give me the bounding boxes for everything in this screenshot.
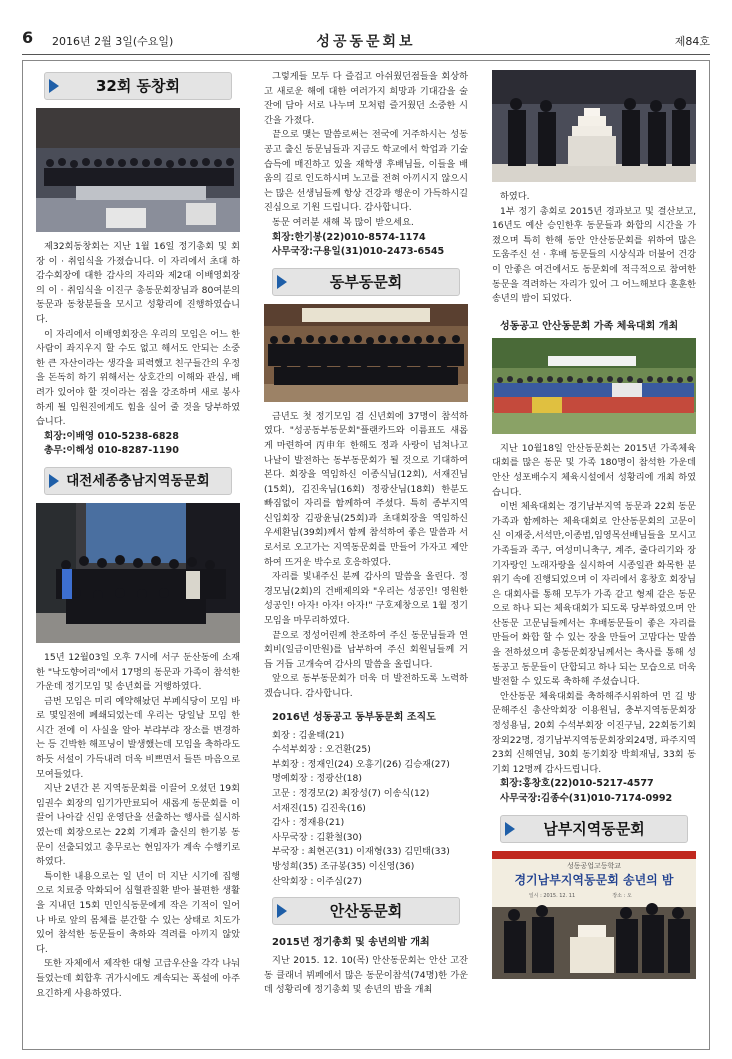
section-title-east [272, 268, 460, 296]
paragraph: 끝으로 맺는 말씀로써는 전국에 거주하시는 성동공고 출신 동문님들과 지금도 학교에서 학업과 기술습득에 매진하고 있을 재학생 후배님들, 이들을 배움의 길로 인도하시며 노고를 전혀 아끼시지 않으시는 많은 선생님들께 항상 건강과 행운이 가득하시길 진심으로 기원 드립니다. 감사합니다. [264, 129, 468, 214]
arrow-icon [277, 904, 287, 918]
article-subheading: 2015년 정기총회 및 송년의밤 개최 [272, 937, 430, 949]
paragraph: 끝으로 정성어린께 찬조하여 주신 동문님들과 연회비(일금이만원)를 납부하여 주신 회원님들께 거듭 거듭 고개숙여 감사의 말씀을 올립니다. [264, 629, 468, 670]
paragraph: 이 자리에서 이배영회장은 우리의 모임은 어느 한 사람이 좌지우지 할 수도 없고 해서도 안되는 소중한 큰 자산이라는 생각을 피력했고 친구들간의 우정을 돈독히 하기 위해서는 상호간의 이해와 관심, 배려가 있어야 할 것이라는 점을 강조하며 새로 봉사하게 될 임원진에게도 힘을 실어 줄 것을 당부하였습니다. [36, 328, 240, 428]
section-title-daejeon [44, 467, 232, 495]
column-2 [264, 64, 468, 998]
roster-line: 부국장 : 최현곤(31) 이재형(33) 김민태(33) [272, 846, 450, 858]
article-sports-day [492, 442, 696, 778]
article-subheading: 성동공고 안산동문회 가족 체육대회 개최 [500, 320, 679, 332]
article-daejeon [36, 651, 240, 1001]
paragraph: 지난 2015. 12. 10(목) 안산동문회는 안산 고잔동 클래너 뷔페에서 많은 동문이참석(74명)한 가운데 성황리에 정기총회 및 송년의 밤을 개최 [264, 955, 468, 996]
header-divider [22, 54, 710, 55]
contact-line: 회장:한기봉(22)010-8574-1174 [272, 231, 426, 243]
column-1 [36, 64, 240, 1001]
contact-line: 사무국장:김종수(31)010-7174-0992 [500, 793, 673, 804]
paragraph: 하였다. [500, 191, 530, 202]
section-title-text: 남부지역동문회 [543, 819, 645, 838]
section-title-text: 32회 동창회 [95, 77, 181, 95]
contact-line: 회장:이배영 010-5238-6828 [44, 430, 179, 442]
contact-ansan [492, 777, 696, 806]
paragraph: 특이한 내용으로는 일 년이 더 지난 시기에 집행으로 치료중 악화되어 심혈관질환 받아 불편한 생활을 지내던 15회 민인식동문에게 작은 기적이 일어나 바로 앞의 몸체를 분간할 수 있는 상태로 치도가 있어 참석한 동문들이 축하와 격려를 아끼지 않았다. [36, 870, 240, 955]
banner-line-4: 장소 : 오 [612, 892, 632, 899]
paragraph: 그렇게들 모두 다 즐겁고 아쉬웠던점들을 회상하고 새로운 해에 대한 여러가지 희망과 기대감을 술잔에 담아 서로 나누며 모처럼 즐거웠던 소중한 시간을 가졌다. [264, 71, 468, 126]
article-east [264, 410, 468, 702]
section-title-south [500, 815, 688, 843]
roster-line: 방성희(35) 조규봉(35) 이신영(36) [272, 860, 415, 872]
roster-line: 고문 : 정경모(2) 최장성(7) 이송식(12) [272, 787, 430, 799]
roster-line: 감사 : 정재용(21) [272, 817, 345, 829]
photo-sports-day [492, 338, 696, 434]
roster-line: 명예회장 : 정광산(18) [272, 773, 362, 785]
banner-line-1: 성동공업고등학교 [566, 861, 622, 870]
banner-line-3: 일시 : 2015. 12. 11 [528, 892, 576, 899]
article-ansan-continued [492, 190, 696, 307]
page-number: 6 [22, 28, 34, 47]
section-title-text: 대전세종충남지역동문회 [66, 472, 210, 489]
section-title-text: 안산동문회 [329, 902, 403, 921]
section-title-32-alumni [44, 72, 232, 100]
roster-list [264, 729, 468, 890]
issue-number: 제84호 [674, 35, 710, 48]
paragraph: 제32회동창회는 지난 1월 16일 정기총회 및 회장 이 · 취임식을 가졌습니다. 이 자리에서 초대 하감수회장에 대한 감사의 자리와 제2대 이배영회장의 이 · 취임식을 이진구 총동문회장님과 80여분의 동문과 동창분들을 모시고 성황리에 진행하였습니다. [36, 241, 240, 325]
paragraph: 안산동문 체육대회를 축하해주시위하여 먼 길 방문해주신 총산악회장 이용원님, 충부지역동문회장 정성용님, 20회 수석부회장 이진구님, 22회동기회장외22명, 경기남부지역동문회장외24명, 파주지역 23회 신해연님, 30회 동기회장 박희재님, 33회 동기회 12명께 감사드립니다. [492, 690, 696, 775]
contact-daejeon [264, 231, 468, 260]
contact-line: 총무:이해성 010-8287-1190 [44, 445, 179, 457]
newsletter-title: 성공동문회보 [316, 34, 416, 50]
roster-line: 사무국장 : 김환철(30) [272, 831, 362, 843]
section-title-ansan [272, 897, 460, 925]
photo-year-end-party [492, 851, 696, 979]
contact-line: 사무국장:구용일(31)010-2473-6545 [272, 246, 445, 258]
arrow-icon [49, 474, 59, 488]
column-3 [492, 64, 696, 987]
photo-cake-cutting [492, 70, 696, 182]
article-daejeon-continued [264, 70, 468, 231]
paragraph: 1부 정기 총회로 2015년 경과보고 및 결산보고,16년도 예산 승인한후 동문들과 화합의 시간을 가졌으며 특히 한해 동안 안산동문회를 위하여 많은 도움주신 선 · 후배 동문들의 시상식과 더불어 건강이 안좋은 여건에서도 동문회에 적극적으로 참여한 동문을 격려하는 자리가 있어 그 어느해보다 훈훈한 송년의 밤이 되었다. [492, 205, 696, 305]
article-ansan [264, 954, 468, 998]
arrow-icon [49, 79, 59, 93]
paragraph: 15년 12월03일 오후 7시에 서구 둔산동에 소재한 "낙도향어리"에서 17명의 동문과 가족이 참석한 가운데 정기모임 및 송년회를 거행하였다. [36, 651, 240, 693]
roster-title: 2016년 성동공고 동부동문회 조직도 [272, 711, 436, 723]
paragraph: 또한 자체에서 제작한 대형 고급우산을 각각 나눠들었는데 회합후 귀가시에도 계속되는 폭설에 아주 요긴하게 사용하였다. [36, 958, 240, 999]
roster-line: 회장 : 김윤태(21) [272, 729, 345, 741]
roster-line: 수석부회장 : 오건환(25) [272, 744, 371, 756]
roster-line: 서재진(15) 김진욱(16) [272, 802, 366, 814]
issue-date: 2016년 2월 3일(수요일) [52, 35, 174, 48]
roster-line: 산악회장 : 이주심(27) [272, 875, 362, 887]
page-header [22, 30, 710, 52]
paragraph: 이번 체육대회는 경기남부지역 동문과 22회 동문가족과 함께하는 체육대회로 안산동문회의 고문이신 이재중,서석만,이종범,임영목선배님들을 모시고 가족들과 족구, 여성미니축구, 계주, 줄다리기와 장기자랑인 노래자랑을 실시하여 시종일관 화목한 분위기 속에 진행되었으며 이 자리에서 홍창호 회장님은 대회사를 통해 모두가 가족 같고 형제 같은 동문으로 하나 되는 체육대회가 되도록 당부하였으며 안산동문 고문님들께서는 후배동문들이 좋은 자리를 만들어 화합 할 수 있는 장을 만들어 고맙다는 말씀을 전하셨으며 총동문회장님께서는 축사를 통해 성동공고 동문들이 단합되고 하나 되는 모습으로 더욱 발전할 수 있도록 축하해 주셨습니다. [492, 501, 696, 688]
paragraph: 앞으로 동부동문회가 더욱 더 발전하도록 노력하겠습니다. 감사합니다. [264, 673, 468, 699]
paragraph: 지난 2년간 본 지역동문회를 이끌어 오셨던 19회 임권수 회장의 임기가만료되어 새롭게 동문회를 이끌어 나아갈 신임 운영단을 선출하는 행사를 실시하였는데 회장으로는 22회 기계과 출신의 한기봉 동문이 선출되었고 총무로는 현임자가 계속 수행키로 하였다. [36, 783, 240, 868]
group-photo-32-alumni [36, 108, 240, 232]
group-photo-daejeon [36, 503, 240, 643]
paragraph: 지난 10월18일 안산동문회는 2015년 가족체육대회를 많은 동문 및 가족 180명이 참석한 가운데 안산 성포배수지 체육시설에서 성황리에 개최 하였습니다. [492, 442, 696, 498]
paragraph: 금번 모임은 미리 예약해놨던 부페식당이 모임 바로 몇일전에 폐쇄되었는데 우리는 당일날 모임 한 시간 전에 이 사실을 알아 부랴부랴 장소를 변경하는 등 긴박한 해프닝이 발생했는데 모임을 축하라도 하듯 서설이 가득내려 더욱 비쁘면서 들뜬 마음으로 모여들었다. [36, 695, 240, 780]
contact-32-alumni [36, 430, 240, 459]
paragraph: 자리를 빛내주신 분께 감사의 말씀을 올린다. 정경모님(2회)의 건배제의와 "우리는 성공인! 영원한 성공인! 아자! 아자! 아자!" 구호제창으로 1월 정기모임을 마무리하였다. [264, 571, 468, 627]
arrow-icon [505, 822, 515, 836]
section-title-text: 동부동문회 [329, 272, 403, 291]
group-photo-east [264, 304, 468, 402]
article-32-alumni [36, 240, 240, 430]
arrow-icon [277, 275, 287, 289]
banner-line-2: 경기남부지역동문회 송년의 밤 [514, 872, 674, 887]
paragraph: 동문 여러분 새해 복 많이 받으세요. [272, 216, 414, 228]
contact-line: 회장:홍창호(22)010-5217-4577 [500, 778, 654, 790]
paragraph: 금년도 첫 정기모임 겸 신년회에 37명이 참석하였다. "성공동부동문회"플랜카드와 이름표도 새롭게 마련하여 丙申年 한해도 정과 사랑이 넘쳐나고 나날이 발전하는 동부동문회가 될 것으로 기대하여 본다. 회장을 역임하신 이종식님(12회), 서재진님(15회), 김진욱님(16회) 정광산님(18회) 한분도 빠짐없이 자리를 함께하여 주셨다. 특히 종부지역 신입회장 김광윤님(25회)과 초대회장을 역임하신 우세환님(39회)께서 함께 참석하여 좋은 말씀과 서로서로 오고가는 지역동문회를 만들어 가자고 제안하여 뜨거운 박수로 호응하였다. [264, 410, 468, 568]
roster-line: 부회장 : 정재인(24) 오흥기(26) 김승재(27) [272, 758, 450, 770]
